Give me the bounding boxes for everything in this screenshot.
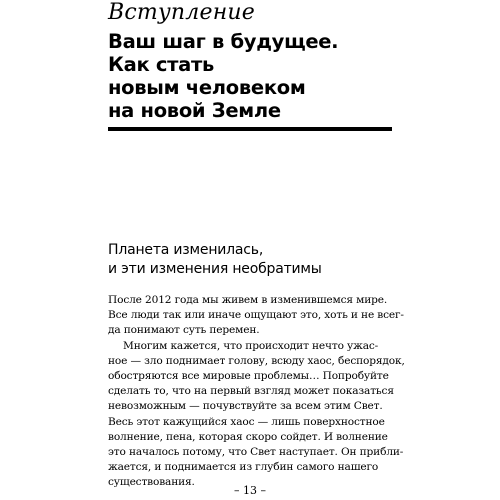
- body-line: Все люди так или иначе ощущают это, хоть и не всег-: [108, 309, 404, 322]
- body-line: существования.: [108, 476, 195, 489]
- intro-heading: Вступление: [108, 0, 255, 25]
- body-line: жается, и поднимается из глубин самого нашего: [108, 461, 379, 474]
- chapter-title-line: Ваш шаг в будущее.: [108, 30, 339, 53]
- body-line: волнение, пена, которая скоро сойдет. И волнение: [108, 430, 388, 443]
- section-title-line: Планета изменилась,: [108, 242, 264, 258]
- body-line: Весь этот кажущийся хаос — лишь поверхностное: [108, 415, 385, 428]
- body-line: обостряются все мировые проблемы… Попробуйте: [108, 369, 389, 382]
- body-line: ное — зло поднимает голову, всюду хаос, беспорядок,: [108, 354, 405, 367]
- body-line: да понимают суть перемен.: [108, 324, 260, 337]
- body-line: После 2012 года мы живем в изменившемся мире.: [108, 294, 388, 306]
- body-line: это началось потому, что Свет наступает. Он прибли-: [108, 445, 404, 458]
- body-line: Многим кажется, что происходит нечто ужас-: [123, 339, 379, 352]
- page-number: – 13 –: [234, 484, 266, 497]
- section-title-line: и эти изменения необратимы: [108, 261, 322, 277]
- chapter-title-line: новым человеком: [108, 76, 306, 99]
- chapter-title-line: на новой Земле: [108, 99, 281, 122]
- chapter-title-line: Как стать: [108, 53, 215, 76]
- body-line: невозможным — почувствуйте за всем этим Свет.: [108, 400, 383, 413]
- body-text: [108, 293, 405, 490]
- section-title: [108, 241, 398, 279]
- chapter-title: [108, 30, 398, 122]
- title-divider: [108, 127, 392, 131]
- body-line: сделать то, что на первый взгляд может показаться: [108, 385, 394, 398]
